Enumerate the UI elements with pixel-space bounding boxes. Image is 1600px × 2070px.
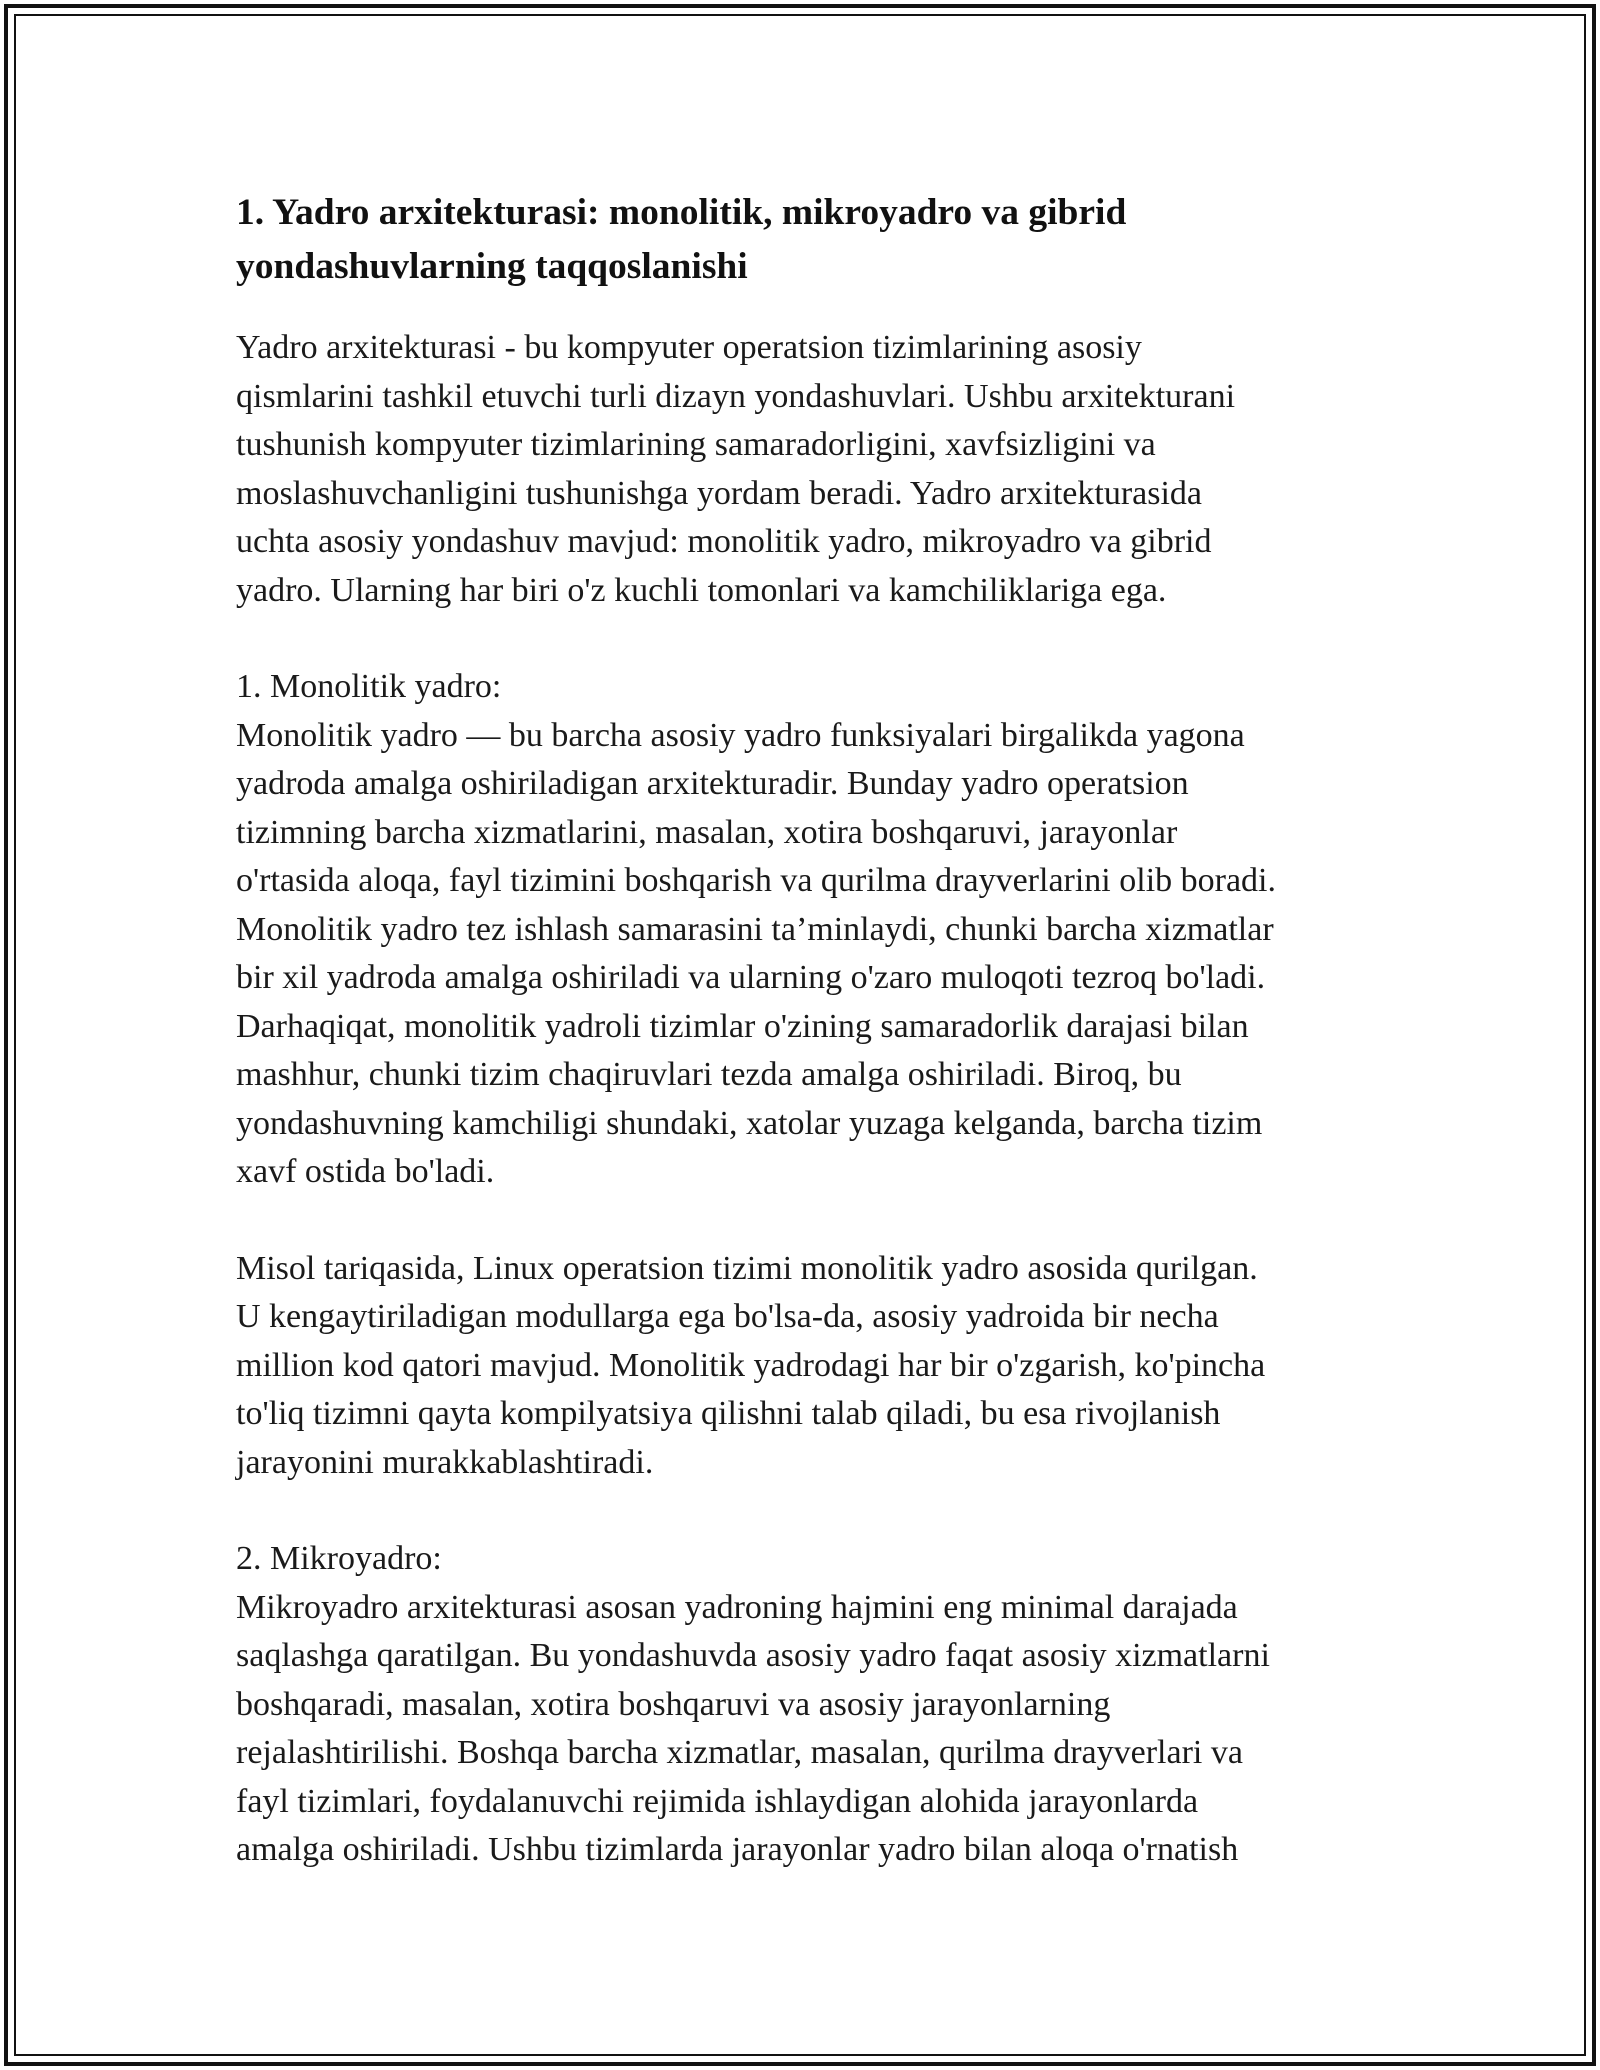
title-line: yondashuvlarning taqqoslanishi bbox=[236, 246, 748, 287]
text-line: o'rtasida aloqa, fayl tizimini boshqarish va qurilma drayverlarini olib boradi. bbox=[236, 862, 1277, 899]
title-line: 1. Yadro arxitekturasi: monolitik, mikroyadro va gibrid bbox=[236, 192, 1127, 233]
text-line: uchta asosiy yondashuv mavjud: monolitik yadro, mikroyadro va gibrid bbox=[236, 523, 1212, 560]
text-line: tushunish kompyuter tizimlarining samaradorligini, xavfsizligini va bbox=[236, 426, 1156, 463]
text-line: saqlashga qaratilgan. Bu yondashuvda asosiy yadro faqat asosiy xizmatlarni bbox=[236, 1637, 1270, 1674]
document-title bbox=[236, 186, 1366, 294]
text-line: boshqaradi, masalan, xotira boshqaruvi va asosiy jarayonlarning bbox=[236, 1685, 1111, 1723]
text-line: xavf ostida bo'ladi. bbox=[236, 1153, 495, 1190]
text-line: bir xil yadroda amalga oshiriladi va ularning o'zaro muloqoti tezroq bo'ladi. bbox=[236, 959, 1266, 996]
text-line: Monolitik yadro tez ishlash samarasini ta’minlaydi, chunki barcha xizmatlar bbox=[236, 910, 1274, 948]
section-heading: 2. Mikroyadro: bbox=[236, 1540, 442, 1577]
text-line: amalga oshiriladi. Ushbu tizimlarda jarayonlar yadro bilan aloqa o'rnatish bbox=[236, 1831, 1239, 1868]
text-line: Darhaqiqat, monolitik yadroli tizimlar o'zining samaradorlik darajasi bilan bbox=[236, 1007, 1249, 1045]
text-line: Yadro arxitekturasi - bu kompyuter operatsion tizimlarining asosiy bbox=[236, 329, 1142, 366]
text-line: tizimning barcha xizmatlarini, masalan, xotira boshqaruvi, jarayonlar bbox=[236, 813, 1178, 851]
text-line: jarayonini murakkablashtiradi. bbox=[236, 1443, 654, 1481]
text-line: U kengaytiriladigan modullarga ega bo'lsa-da, asosiy yadroida bir necha bbox=[236, 1298, 1219, 1335]
text-line: fayl tizimlari, foydalanuvchi rejimida ishlaydigan alohida jarayonlarda bbox=[236, 1782, 1199, 1820]
text-line: Mikroyadro arxitekturasi asosan yadroning hajmini eng minimal darajada bbox=[236, 1588, 1238, 1626]
paragraph-linux-example bbox=[236, 1245, 1366, 1488]
text-line: yadro. Ularning har biri o'z kuchli tomonlari va kamchiliklariga ega. bbox=[236, 571, 1167, 609]
text-line: mashhur, chunki tizim chaqiruvlari tezda amalga oshiriladi. Biroq, bu bbox=[236, 1056, 1182, 1093]
paragraph-intro bbox=[236, 324, 1366, 615]
document-body bbox=[236, 186, 1366, 1923]
paragraph-microkernel bbox=[236, 1535, 1366, 1875]
paragraph-monolithic-kernel bbox=[236, 663, 1366, 1197]
section-heading: 1. Monolitik yadro: bbox=[236, 668, 502, 705]
text-line: rejalashtirilishi. Boshqa barcha xizmatlar, masalan, qurilma drayverlari va bbox=[236, 1734, 1243, 1771]
text-line: qismlarini tashkil etuvchi turli dizayn yondashuvlari. Ushbu arxitekturani bbox=[236, 377, 1236, 415]
text-line: yondashuvning kamchiligi shundaki, xatolar yuzaga kelganda, barcha tizim bbox=[236, 1104, 1263, 1142]
text-line: to'liq tizimni qayta kompilyatsiya qilishni talab qiladi, bu esa rivojlanish bbox=[236, 1395, 1221, 1432]
text-line: yadroda amalga oshiriladigan arxitekturadir. Bunday yadro operatsion bbox=[236, 765, 1189, 802]
text-line: Misol tariqasida, Linux operatsion tizimi monolitik yadro asosida qurilgan. bbox=[236, 1249, 1258, 1287]
text-line: moslashuvchanligini tushunishga yordam beradi. Yadro arxitekturasida bbox=[236, 474, 1202, 512]
text-line: Monolitik yadro — bu barcha asosiy yadro funksiyalari birgalikda yagona bbox=[236, 716, 1245, 754]
text-line: million kod qatori mavjud. Monolitik yadrodagi har bir o'zgarish, ko'pincha bbox=[236, 1346, 1266, 1384]
